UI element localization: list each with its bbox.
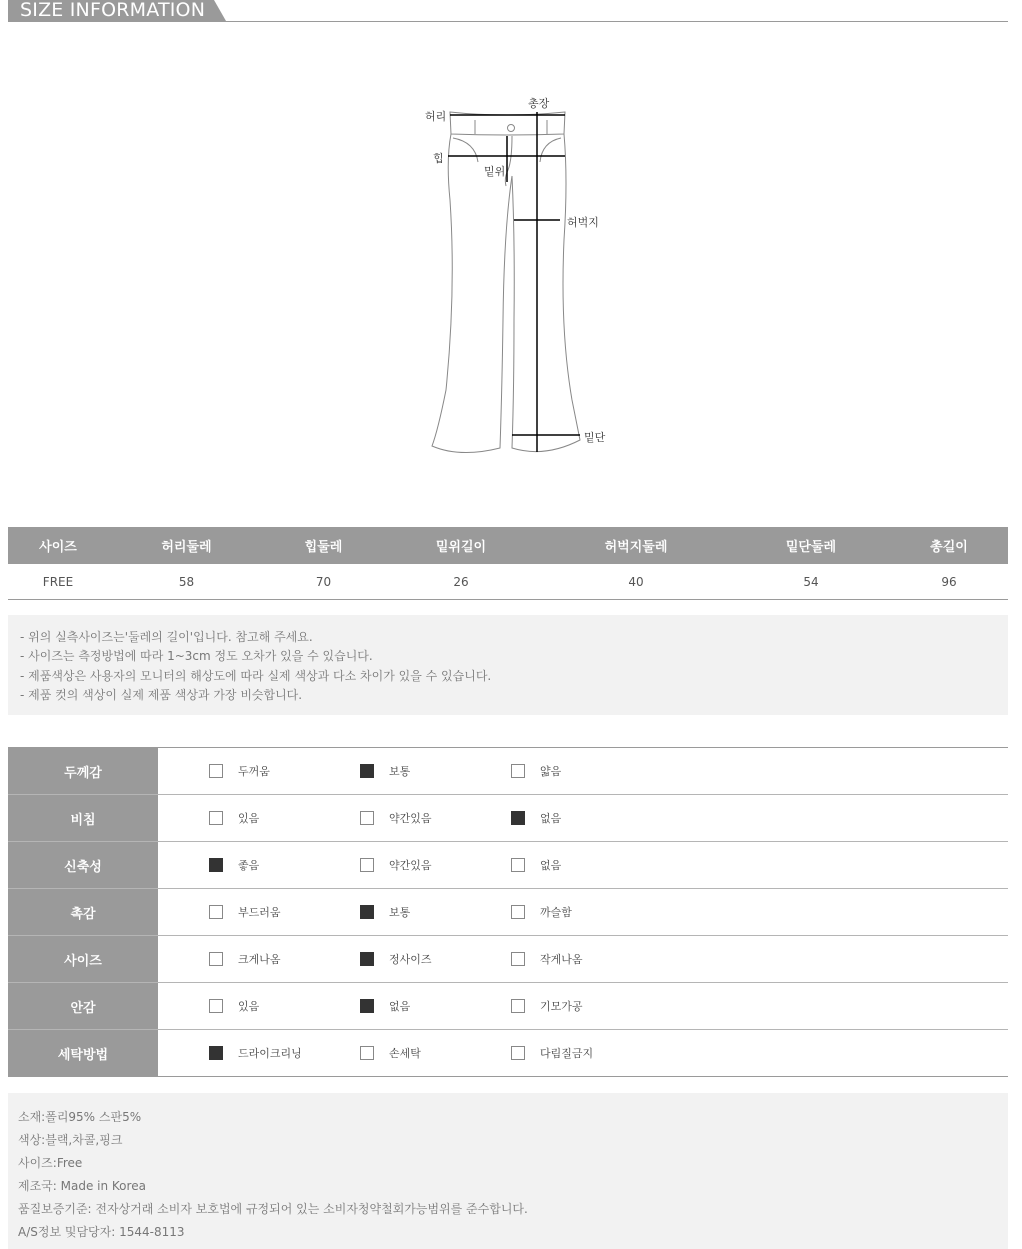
checkbox-icon bbox=[209, 811, 223, 825]
table-cell: 96 bbox=[941, 574, 957, 589]
length-label: 총장 bbox=[528, 97, 550, 110]
property-option bbox=[511, 889, 572, 935]
waist-label: 허리 bbox=[425, 110, 447, 123]
option-label: 좋음 bbox=[238, 859, 260, 872]
checkbox-icon bbox=[360, 1046, 374, 1060]
property-option bbox=[209, 889, 281, 935]
size-notes bbox=[8, 615, 1008, 715]
option-label: 없음 bbox=[389, 1000, 411, 1013]
header-cell: 허리둘레 bbox=[161, 540, 212, 555]
checkbox-icon bbox=[209, 999, 223, 1013]
info-size: 사이즈:Free bbox=[18, 1156, 83, 1170]
header-cell: 허벅지둘레 bbox=[604, 540, 668, 555]
size-table-header bbox=[8, 527, 1008, 564]
property-option bbox=[360, 795, 432, 841]
property-label: 세탁방법 bbox=[8, 1030, 158, 1076]
property-label: 비침 bbox=[8, 795, 158, 841]
option-label: 없음 bbox=[540, 859, 562, 872]
property-row-fit bbox=[8, 936, 1008, 983]
property-option bbox=[511, 1030, 593, 1076]
property-row-lining bbox=[8, 983, 1008, 1030]
property-row-texture bbox=[8, 889, 1008, 936]
property-label: 안감 bbox=[8, 983, 158, 1029]
option-label: 부드러움 bbox=[238, 906, 281, 919]
property-row-thickness bbox=[8, 748, 1008, 795]
property-option bbox=[360, 748, 410, 794]
property-option bbox=[511, 795, 561, 841]
option-label: 크게나옴 bbox=[238, 953, 281, 966]
info-warranty: 품질보증기준: 전자상거래 소비자 보호법에 규정되어 있는 소비자청약철회가능범위를 준수합니다. bbox=[18, 1202, 528, 1216]
option-label: 얇음 bbox=[540, 765, 562, 778]
product-properties bbox=[8, 747, 1008, 1077]
info-material: 소재:폴리95% 스판5% bbox=[18, 1110, 142, 1124]
property-row-sheerness bbox=[8, 795, 1008, 842]
checkbox-checked-icon bbox=[360, 905, 374, 919]
table-row bbox=[8, 564, 1008, 600]
table-cell: 26 bbox=[453, 574, 469, 589]
option-label: 있음 bbox=[238, 812, 260, 825]
property-label: 두께감 bbox=[8, 748, 158, 794]
property-option bbox=[209, 748, 270, 794]
property-option bbox=[360, 889, 410, 935]
property-row-stretch bbox=[8, 842, 1008, 889]
property-row-washing bbox=[8, 1030, 1008, 1077]
pants-diagram bbox=[420, 90, 620, 460]
option-label: 까슬함 bbox=[540, 906, 572, 919]
rise-label: 밑위 bbox=[484, 165, 506, 178]
product-info bbox=[8, 1093, 1008, 1249]
info-origin: 제조국: Made in Korea bbox=[18, 1179, 146, 1193]
property-option bbox=[209, 1030, 302, 1076]
property-option bbox=[209, 842, 259, 888]
option-label: 다림질금지 bbox=[540, 1047, 594, 1060]
note-line: - 위의 실측사이즈는'둘레의 길이'입니다. 참고해 주세요. bbox=[20, 630, 313, 644]
option-label: 작게나옴 bbox=[540, 953, 583, 966]
property-option bbox=[360, 983, 410, 1029]
header-cell: 힙둘레 bbox=[304, 540, 343, 555]
checkbox-checked-icon bbox=[360, 952, 374, 966]
checkbox-icon bbox=[511, 858, 525, 872]
property-label: 사이즈 bbox=[8, 936, 158, 982]
property-label: 신축성 bbox=[8, 842, 158, 888]
property-label: 촉감 bbox=[8, 889, 158, 935]
size-table bbox=[8, 527, 1008, 600]
option-label: 두꺼움 bbox=[238, 765, 270, 778]
option-label: 있음 bbox=[238, 1000, 260, 1013]
pants-outline-illustration bbox=[420, 90, 620, 460]
property-option bbox=[209, 983, 259, 1029]
option-label: 없음 bbox=[540, 812, 562, 825]
table-cell: 58 bbox=[178, 574, 195, 589]
option-label: 손세탁 bbox=[389, 1047, 421, 1060]
checkbox-icon bbox=[511, 1046, 525, 1060]
header-cell: 밑단둘레 bbox=[785, 540, 837, 555]
thigh-label: 허벅지 bbox=[567, 216, 599, 229]
property-option bbox=[209, 795, 259, 841]
table-cell: 54 bbox=[803, 574, 819, 589]
option-label: 기모가공 bbox=[540, 1000, 583, 1013]
table-cell: FREE bbox=[42, 574, 74, 589]
section-header bbox=[8, 0, 1008, 22]
option-label: 드라이크리닝 bbox=[238, 1047, 302, 1060]
table-cell: 70 bbox=[315, 574, 332, 589]
checkbox-icon bbox=[209, 952, 223, 966]
checkbox-checked-icon bbox=[360, 999, 374, 1013]
checkbox-icon bbox=[511, 764, 525, 778]
property-option bbox=[209, 936, 281, 982]
note-line: - 제품 컷의 색상이 실제 제품 색상과 가장 비슷합니다. bbox=[20, 687, 303, 702]
property-option bbox=[360, 1030, 421, 1076]
checkbox-checked-icon bbox=[209, 1046, 223, 1060]
header-cell: 총길이 bbox=[930, 540, 968, 555]
hem-label: 밑단 bbox=[584, 431, 606, 444]
option-label: 정사이즈 bbox=[389, 953, 432, 966]
option-label: 보통 bbox=[389, 765, 411, 778]
section-title: SIZE INFORMATION bbox=[20, 0, 206, 21]
header-cell: 사이즈 bbox=[39, 540, 77, 555]
note-line: - 제품색상은 사용자의 모니터의 해상도에 따라 실제 색상과 다소 차이가 있을 수 있습니다. bbox=[20, 668, 492, 683]
hip-label: 힙 bbox=[433, 152, 444, 165]
info-colors: 색상:블랙,차콜,핑크 bbox=[18, 1133, 123, 1147]
option-label: 약간있음 bbox=[389, 812, 432, 825]
checkbox-icon bbox=[360, 811, 374, 825]
checkbox-icon bbox=[511, 999, 525, 1013]
note-line: - 사이즈는 측정방법에 따라 1~3cm 정도 오차가 있을 수 있습니다. bbox=[20, 649, 373, 664]
property-option bbox=[511, 983, 583, 1029]
checkbox-checked-icon bbox=[511, 811, 525, 825]
table-cell: 40 bbox=[628, 574, 644, 589]
checkbox-icon bbox=[209, 905, 223, 919]
checkbox-icon bbox=[511, 905, 525, 919]
property-option bbox=[360, 842, 432, 888]
checkbox-icon bbox=[360, 858, 374, 872]
header-cell: 밑위길이 bbox=[435, 540, 487, 555]
option-label: 보통 bbox=[389, 906, 411, 919]
checkbox-checked-icon bbox=[360, 764, 374, 778]
property-option bbox=[360, 936, 432, 982]
checkbox-checked-icon bbox=[209, 858, 223, 872]
property-option bbox=[511, 936, 583, 982]
property-option bbox=[511, 842, 561, 888]
property-option bbox=[511, 748, 561, 794]
checkbox-icon bbox=[209, 764, 223, 778]
option-label: 약간있음 bbox=[389, 859, 432, 872]
info-as-contact: A/S정보 및담당자: 1544-8113 bbox=[18, 1225, 185, 1239]
checkbox-icon bbox=[511, 952, 525, 966]
